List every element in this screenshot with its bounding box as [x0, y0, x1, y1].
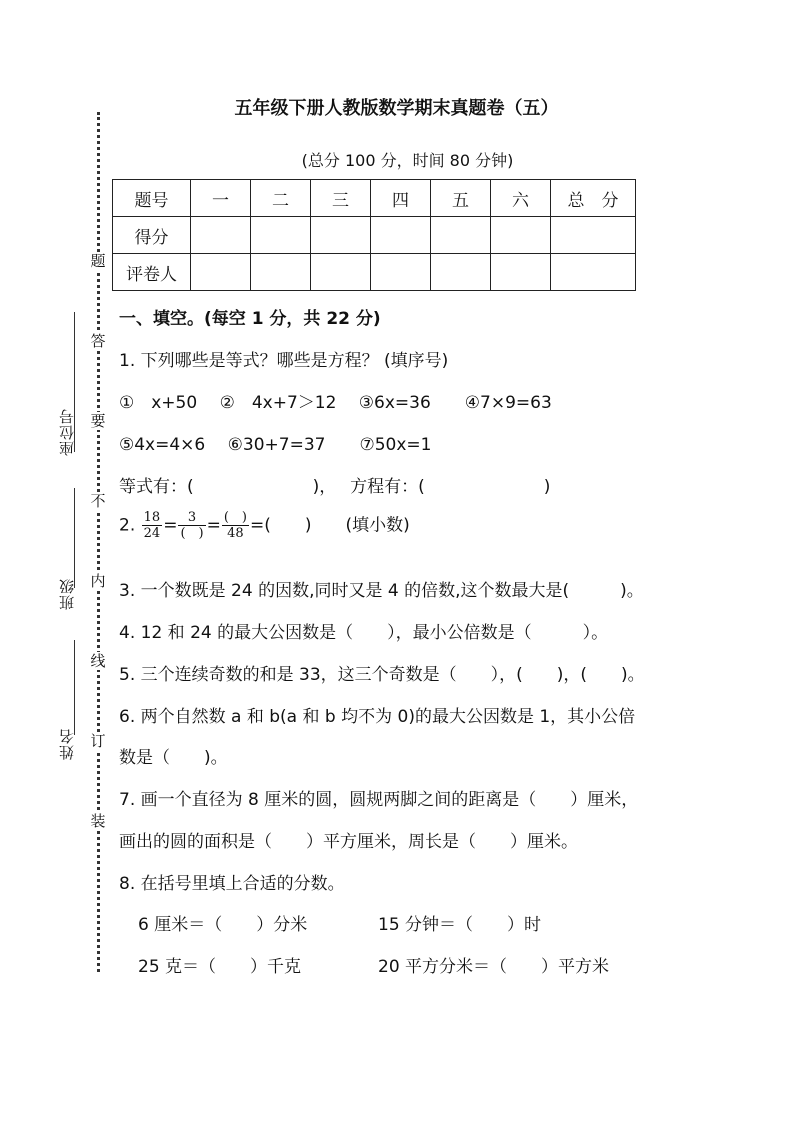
- fraction: [142, 510, 163, 541]
- binding-char: 装: [90, 812, 106, 830]
- binding-char: 线: [90, 652, 106, 670]
- page-title: 五年级下册人教版数学期末真题卷（五）: [234, 98, 559, 119]
- question-8-item: 15 分钟＝（ ）时: [378, 915, 542, 935]
- fraction-denominator: 24: [143, 526, 161, 541]
- header-cell: 总 分: [551, 180, 636, 217]
- binding-char: 订: [90, 732, 106, 750]
- question-1-options-row2: ⑤4x=4×6 ⑥30+7=37 ⑦50x=1: [119, 435, 432, 455]
- score-cell[interactable]: [551, 217, 636, 254]
- question-1-options-row1: ① x+50 ② 4x+7＞12 ③6x=36 ④7×9=63: [119, 393, 552, 413]
- fraction-numerator: 3: [178, 510, 205, 526]
- row-label: 得分: [113, 217, 191, 254]
- header-cell: 三: [311, 180, 371, 217]
- question-2-suffix: =( ) (填小数): [250, 515, 410, 536]
- fraction-numerator: ( ): [223, 510, 247, 525]
- score-cell[interactable]: [251, 217, 311, 254]
- question-6-line2: 数是（ )。: [119, 748, 228, 768]
- question-2-number: 2.: [119, 515, 136, 536]
- score-cell[interactable]: [191, 217, 251, 254]
- grader-cell[interactable]: [191, 254, 251, 291]
- score-cell[interactable]: [371, 217, 431, 254]
- grader-cell[interactable]: [371, 254, 431, 291]
- question-6-line1: 6. 两个自然数 a 和 b(a 和 b 均不为 0)的最大公因数是 1，其小公倍: [119, 707, 636, 727]
- question-1-answer: 等式有：( )， 方程有：( ): [119, 477, 551, 497]
- question-1: 1. 下列哪些是等式？哪些是方程？ (填序号): [119, 351, 449, 371]
- grader-cell[interactable]: [251, 254, 311, 291]
- score-cell[interactable]: [311, 217, 371, 254]
- binding-char: 题: [90, 252, 106, 270]
- grader-cell[interactable]: [431, 254, 491, 291]
- grader-row: [113, 254, 636, 291]
- grader-cell[interactable]: [491, 254, 551, 291]
- question-7-line1: 7. 画一个直径为 8 厘米的圆，圆规两脚之间的距离是（ ）厘米，: [119, 790, 639, 810]
- question-8-item: 6 厘米＝（ ）分米: [138, 915, 308, 935]
- question-8-item: 25 克＝（ ）千克: [138, 957, 302, 977]
- question-8-item: 20 平方分米＝（ ）平方米: [378, 957, 610, 977]
- class-label: 班级: [58, 578, 76, 610]
- grader-cell[interactable]: [311, 254, 371, 291]
- name-blank-line: [74, 640, 75, 735]
- header-cell: 题号: [113, 180, 191, 217]
- header-cell: 五: [431, 180, 491, 217]
- score-table: [112, 179, 636, 291]
- binding-dotted-line: [97, 112, 100, 972]
- question-2: 2. $\frac{18}{24}$ = $\frac{3}{( )}$ = $\frac{( )}{48}$ =( ) (填小数): [119, 510, 410, 541]
- row-label: 评卷人: [113, 254, 191, 291]
- header-cell: 六: [491, 180, 551, 217]
- fraction: [178, 510, 205, 541]
- header-cell: 二: [251, 180, 311, 217]
- name-label: 姓名: [58, 728, 76, 760]
- score-table-header-row: [113, 180, 636, 217]
- score-cell[interactable]: [431, 217, 491, 254]
- header-cell: 四: [371, 180, 431, 217]
- binding-char: 要: [90, 412, 106, 430]
- page-subtitle: (总分 100 分，时间 80 分钟): [301, 151, 514, 170]
- header-cell: 一: [191, 180, 251, 217]
- question-8: 8. 在括号里填上合适的分数。: [119, 874, 345, 894]
- binding-char: 不: [90, 492, 106, 510]
- score-cell[interactable]: [491, 217, 551, 254]
- class-blank-line: [74, 488, 75, 588]
- question-7-line2: 画出的圆的面积是（ ）平方厘米，周长是（ ）厘米。: [119, 832, 578, 852]
- seat-label: 座位号: [58, 408, 76, 456]
- fraction: [222, 510, 249, 541]
- fraction-denominator: ( ): [180, 526, 204, 541]
- grader-cell[interactable]: [551, 254, 636, 291]
- fraction-denominator: 48: [227, 526, 244, 541]
- fraction-numerator: 18: [143, 510, 161, 525]
- question-3: 3. 一个数既是 24 的因数,同时又是 4 的倍数,这个数最大是( )。: [119, 581, 644, 601]
- question-4: 4. 12 和 24 的最大公因数是（ ），最小公倍数是（ ）。: [119, 623, 609, 643]
- binding-char: 内: [90, 572, 106, 590]
- question-5: 5. 三个连续奇数的和是 33，这三个奇数是（ ），( )，( )。: [119, 665, 645, 685]
- binding-char: 答: [90, 332, 106, 350]
- section-heading: 一、填空。(每空 1 分，共 22 分): [119, 309, 381, 329]
- score-row: [113, 217, 636, 254]
